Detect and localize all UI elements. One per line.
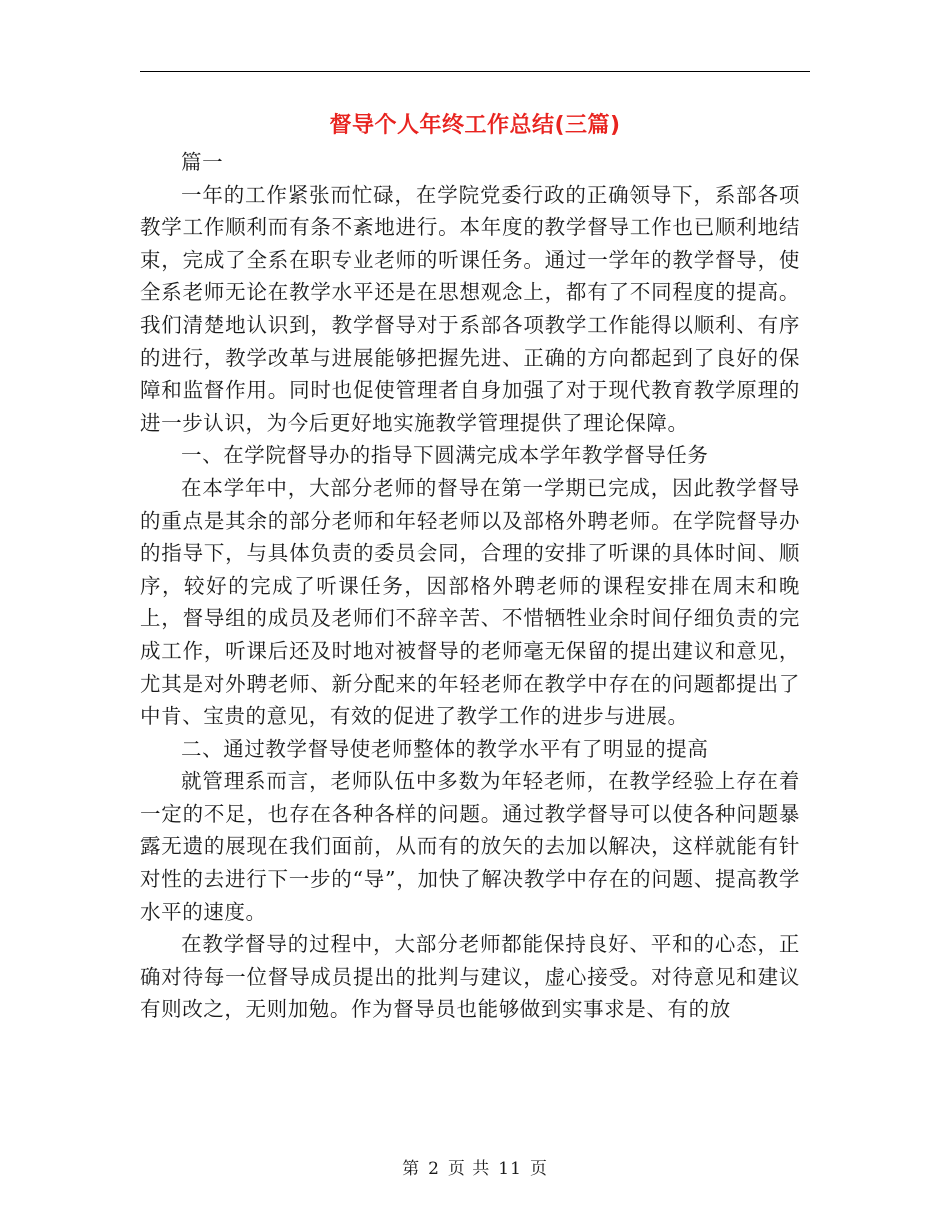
header-rule	[140, 71, 810, 72]
paragraph: 在教学督导的过程中，大部分老师都能保持良好、平和的心态，正确对待每一位督导成员提出的批判与建议，虚心接受。对待意见和建议有则改之，无则加勉。作为督导员也能够做到实事求是、有的放	[140, 932, 800, 1022]
document-title: 督导个人年终工作总结(三篇)	[329, 113, 621, 138]
total-pages-number: 11	[498, 1159, 522, 1179]
section-heading-part-one: 篇一	[181, 150, 224, 174]
page-label-prefix: 第	[402, 1159, 421, 1179]
section-heading: 一、在学院督导办的指导下圆满完成本学年教学督导任务	[181, 443, 709, 468]
page-footer	[0, 1154, 950, 1179]
paragraph: 就管理系而言，老师队伍中多数为年轻老师，在教学经验上存在着一定的不足，也存在各种各样的问题。通过教学督导可以使各种问题暴露无遗的展现在我们面前，从而有的放矢的去加以解决，这样就能有针对性的去进行下一步的“导”，加快了解决教学中存在的问题、提高教学水平的速度。	[140, 769, 800, 924]
section-heading: 二、通过教学督导使老师整体的教学水平有了明显的提高	[181, 736, 709, 761]
paragraph: 在本学年中，大部分老师的督导在第一学期已完成，因此教学督导的重点是其余的部分老师和年轻老师以及部格外聘老师。在学院督导办的指导下，与具体负责的委员会同，合理的安排了听课的具体时间、顺序，较好的完成了听课任务，因部格外聘老师的课程安排在周末和晚上，督导组的成员及老师们不辞辛苦、不惜牺牲业余时间仔细负责的完成工作，听课后还及时地对被督导的老师毫无保留的提出建议和意见，尤其是对外聘老师、新分配来的年轻老师在教学中存在的问题都提出了中肯、宝贵的意见，有效的促进了教学工作的进步与进展。	[140, 475, 800, 729]
paragraph: 一年的工作紧张而忙碌，在学院党委行政的正确领导下，系部各项教学工作顺利而有条不紊地进行。本年度的教学督导工作也已顺利地结束，完成了全系在职专业老师的听课任务。通过一学年的教学督导，使全系老师无论在教学水平还是在思想观念上，都有了不同程度的提高。我们清楚地认识到，教学督导对于系部各项教学工作能得以顺利、有序的进行，教学改革与进展能够把握先进、正确的方向都起到了良好的保障和监督作用。同时也促使管理者自身加强了对于现代教育教学原理的进一步认识，为今后更好地实施教学管理提供了理论保障。	[140, 182, 800, 435]
page-label-suffix: 页	[529, 1159, 548, 1179]
document-body	[140, 146, 800, 1026]
current-page-number: 2	[428, 1159, 440, 1179]
page-label-mid: 页 共	[447, 1159, 491, 1179]
